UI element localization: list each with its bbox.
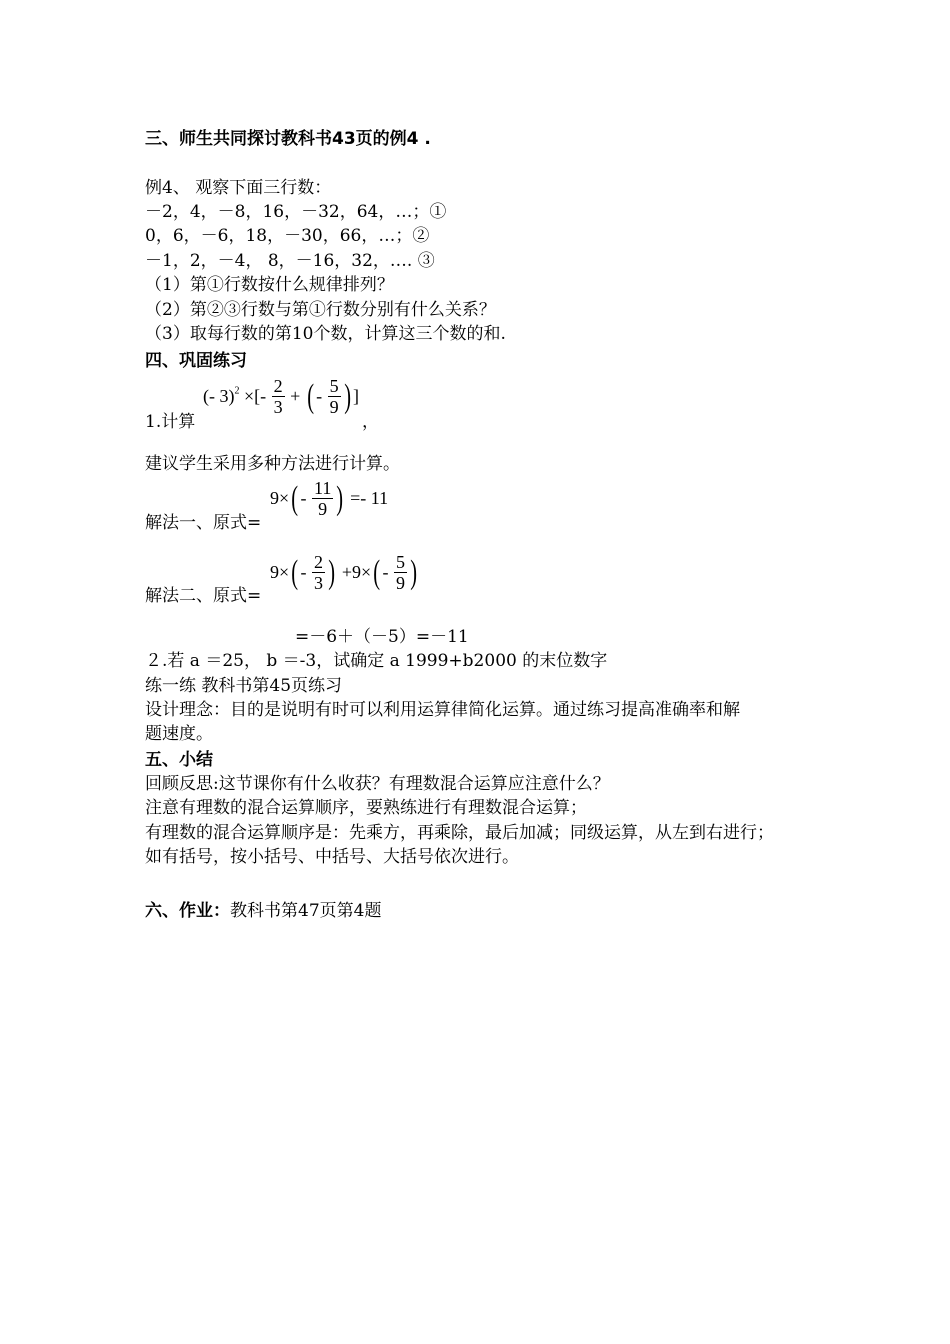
method2-result: =－6＋（－5）=－11 (295, 627, 469, 647)
expr-exponent: 2 (234, 385, 240, 397)
practice-text: 练一练 教科书第45页练习 (145, 676, 343, 696)
section3-heading: 三、师生共同探讨教科书43页的例4 . (145, 129, 431, 149)
exercise1-comma: ， (362, 412, 379, 432)
example4-question2: （2）第②③行数与第①行数分别有什么关系？ (145, 300, 496, 320)
exercise1-expression (203, 376, 359, 417)
design-idea-line2: 题速度。 (145, 724, 213, 744)
section4-heading: 四、巩固练习 (145, 351, 247, 371)
expr-plus: + (290, 386, 301, 406)
method1-expression: 9×( - $\frac{11}{9}$ ) =- 11 (270, 478, 389, 519)
method2-label: 解法二、原式= (145, 586, 262, 606)
homework-text: 教科书第47页第4题 (230, 901, 382, 921)
example4-row1: －2，4，－8，16，－32，64，…；① (145, 202, 447, 222)
fraction-2-3: $\frac{2}{3}$ (273, 376, 283, 417)
paren-close: ) (343, 377, 351, 415)
fraction-11-9: $\frac{11}{9}$ (313, 478, 332, 519)
fraction-2-3-b: $\frac{2}{3}$ (313, 552, 323, 593)
paren-open: ( (307, 377, 314, 415)
homework-line (145, 900, 381, 922)
expr-minus: - (316, 386, 323, 406)
exercise1-label: 1.计算 (145, 412, 196, 432)
expr-close: ] (352, 386, 359, 406)
example4-row2: 0，6，－6，18，－30，66，…；② (145, 226, 430, 246)
exercise2-text: ２.若 a ＝25， b ＝-3，试确定 a 1999+b2000 的末位数字 (145, 651, 608, 671)
example4-question1: （1）第①行数按什么规律排列？ (145, 275, 394, 295)
example4-row3: －1，2，－4， 8，－16，32，…. ③ (145, 251, 435, 271)
fraction-5-9-b: $\frac{5}{9}$ (395, 552, 405, 593)
expr-base: (- 3) (203, 386, 235, 406)
design-idea-line1: 设计理念：目的是说明有时可以利用运算律简化运算。通过练习提高准确率和解 (145, 700, 740, 720)
summary-line1: 回顾反思:这节课你有什么收获？有理数混合运算应注意什么？ (145, 774, 610, 794)
expr-op: ×[- (243, 386, 267, 406)
method1-label: 解法一、原式= (145, 513, 262, 533)
example4-intro: 例4、 观察下面三行数： (145, 178, 332, 198)
summary-line3: 有理数的混合运算顺序是：先乘方，再乘除，最后加减；同级运算，从左到右进行； (145, 823, 774, 843)
suggestion-text: 建议学生采用多种方法进行计算。 (145, 454, 400, 474)
summary-line2: 注意有理数的混合运算顺序，要熟练进行有理数混合运算； (145, 798, 587, 818)
fraction-5-9: $\frac{5}{9}$ (329, 376, 339, 417)
summary-line4: 如有括号，按小括号、中括号、大括号依次进行。 (145, 847, 519, 867)
method2-expression: 9×( - $\frac{2}{3}$ ) +9×( - $\frac{5}{9}$ ) (270, 552, 418, 593)
method1-result: =- 11 (350, 488, 389, 508)
section5-heading: 五、小结 (145, 750, 213, 770)
section6-heading: 六、作业： (145, 901, 230, 921)
example4-question3: （3）取每行数的第10个数，计算这三个数的和. (145, 324, 506, 344)
